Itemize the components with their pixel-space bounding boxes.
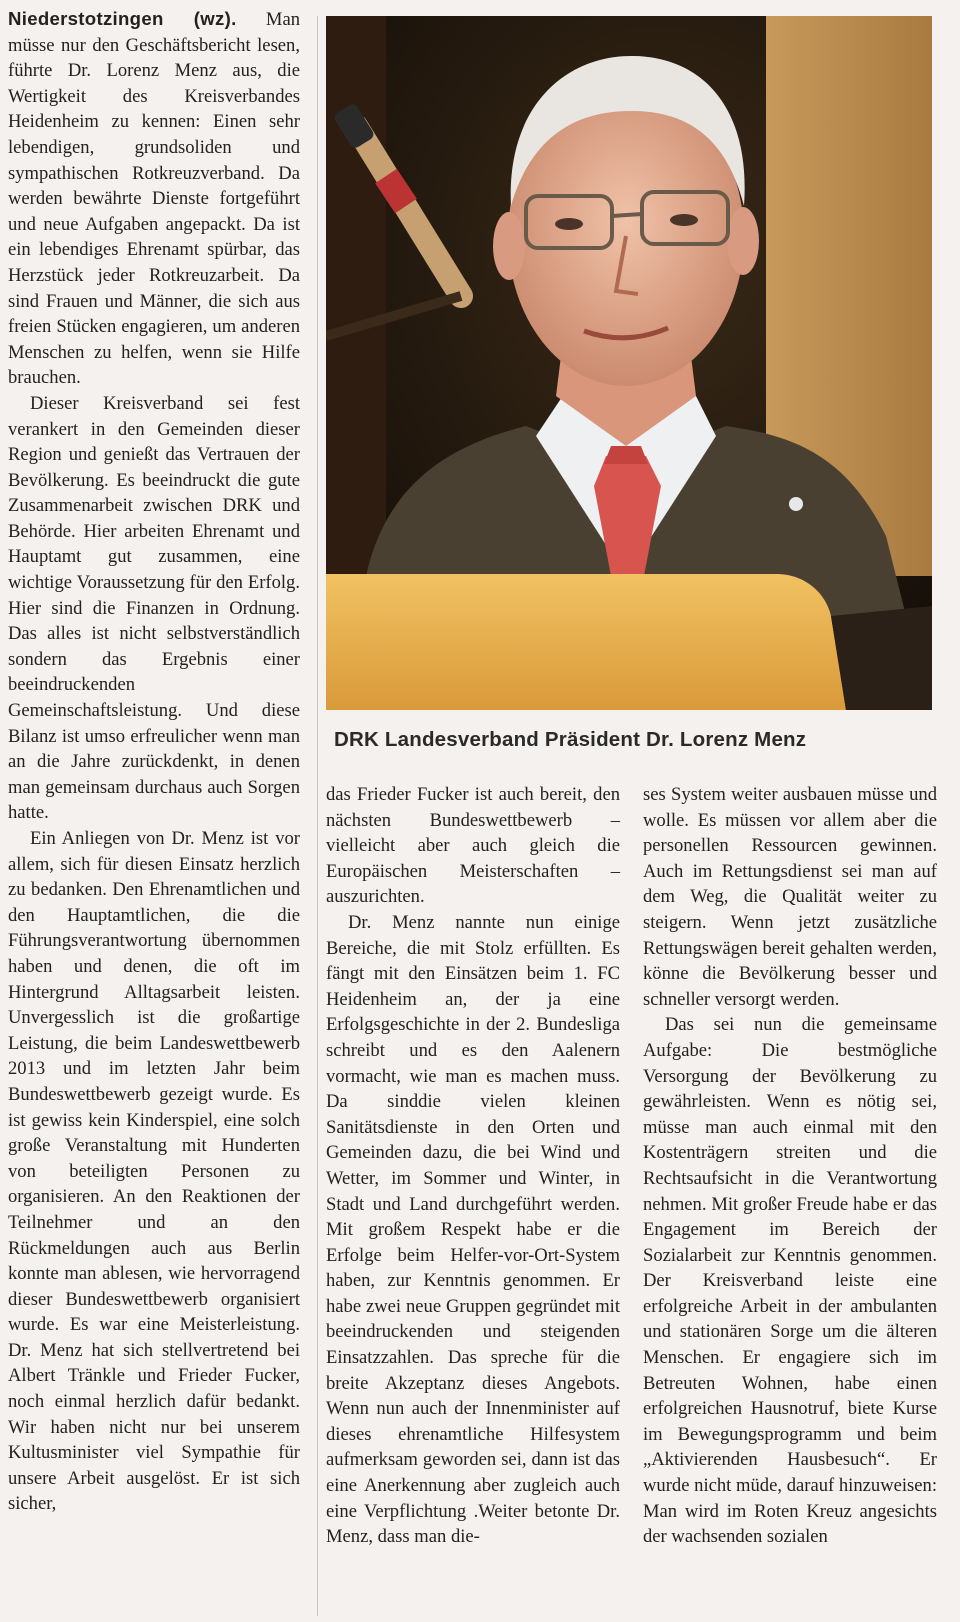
column-divider <box>317 16 318 1616</box>
dateline: Niederstotzingen (wz). <box>8 8 237 29</box>
paragraph-1-text: Man müsse nur den Geschäftsbericht lesen, führte Dr. Lorenz Menz aus, die Wertigkeit des Kreisverbandes Heidenheim zu kennen: Einen sehr lebendigen, grundsoliden und sympathischen Rotkreuzverband. Da werden bewährte Dienste fortgeführt und neue Aufgaben angepackt. Da ist ein lebendiges Ehrenamt spürbar, das Herzstück jeder Rotkreuzarbeit. Da sind Frauen und Männer, die sich aus freien Stücken engagieren, um anderen Menschen zu helfen, wenn sie Hilfe brauchen. <box>8 9 300 389</box>
paragraph-7: Das sei nun die gemeinsame Aufgabe: Die bestmögliche Versorgung der Bevölkerung zu gewährleisten. Wenn es nötig sei, müsse man auch einmal mit den Kostenträgern streiten und die Rechtsaufsicht in die Verantwortung nehmen. Mit großer Freude habe er das Engagement im Bereich der Sozialarbeit zur Kenntnis genommen. Der Kreisverband leiste eine erfolgreiche Arbeit in der ambulanten und stationären Sorge um die älteren Menschen. Er engagiere sich im Betreuten Wohnen, habe einen erfolgreichen Hausnotruf, biete Kurse im Bewegungsprogramm und beim „Aktivierenden Hausbesuch“. Er wurde nicht müde, darauf hinzuweisen: Man wird im Roten Kreuz angesichts der wachsenden sozialen <box>643 1014 937 1548</box>
article-column-2 <box>326 782 620 1550</box>
paragraph-4: das Frieder Fucker ist auch bereit, den nächsten Bundeswettbewerb – vielleicht aber auch gleich die Europäischen Meisterschaften – auszurichten. <box>326 784 620 908</box>
paragraph-6: ses System weiter ausbauen müsse und wolle. Es müssen vor allem aber die personellen Ressourcen gewinnen. Auch im Rettungsdienst sei man auf dem Weg, die Qualität weiter zu steigern. Wenn jetzt zusätzliche Rettungswägen bereit gehalten werden, könne die Bevölkerung besser und schneller versorgt werden. <box>643 784 937 1010</box>
paragraph-5: Dr. Menz nannte nun einige Bereiche, die mit Stolz erfüllten. Es fängt mit den Einsätzen beim 1. FC Heidenheim an, der ja eine Erfolgsgeschichte in der 2. Bundesliga schreibt und es den Aalenern vormacht, wie man es machen muss. Da sinddie vielen kleinen Sanitätsdienste in den Orten und Gemeinden dazu, die bei Wind und Wetter, im Sommer und Winter, in Stadt und Land durchgeführt werden. Mit großem Respekt habe er die Erfolge beim Helfer-vor-Ort-System haben, zur Kenntnis genommen. Er habe zwei neue Gruppen gegründet mit beeindruckenden und steigenden Einsatzzahlen. Das spreche für die breite Akzeptanz dieses Angebots. Wenn nun auch der Innenminister auf dieses ehrenamtliche Hilfesystem aufmerksam geworden sei, dann ist das eine Anerkennung aber zugleich auch eine Verpflichtung .Weiter betonte Dr. Menz, dass man die- <box>326 911 620 1548</box>
speaker-photo-illustration <box>326 16 932 710</box>
article-column-3 <box>643 782 937 1550</box>
photo-caption: DRK Landesverband Präsident Dr. Lorenz Menz <box>334 728 807 751</box>
speaker-photo <box>326 16 932 710</box>
paragraph-1 <box>8 6 300 391</box>
article-column-1 <box>8 6 300 1517</box>
paragraph-3: Ein Anliegen von Dr. Menz ist vor allem, sich für diesen Einsatz herzlich zu bedanken. Den Ehrenamtlichen und den Hauptamtlichen, die die Führungsverantwortung übernommen haben und denen, die oft im Hintergrund Alltagsarbeit leisten. Unvergesslich ist die großartige Leistung, die beim Landeswettbewerb 2013 und im letzten Jahr beim Bundeswettbewerb gezeigt wurde. Es ist gewiss kein Kinderspiel, eine solch große Veranstaltung mit Hunderten von beteiligten Personen zu organisieren. An den Reaktionen der Teilnehmer und an den Rückmeldungen auch aus Berlin konnte man ablesen, wie hervorragend dieser Bundeswettbewerb organisiert wurde. Es war eine Meisterleistung. Dr. Menz hat sich stellvertretend bei Albert Tränkle und Frieder Fucker, noch einmal herzlich dafür bedankt. Wir haben nicht nur bei unserem Kultusminister viel Sympathie für unsere Arbeit ausgelöst. Er ist sich sicher, <box>8 828 300 1515</box>
paragraph-2: Dieser Kreisverband sei fest verankert in den Gemeinden dieser Region und genießt das Vertrauen der Bevölkerung. Es beeindruckt die gute Zusammenarbeit zwischen DRK und Behörde. Hier arbeiten Ehrenamt und Hauptamt gut zusammen, eine wichtige Voraussetzung für den Erfolg. Hier sind die Finanzen in Ordnung. Das alles ist nicht selbstverständlich sondern das Ergebnis einer beeindruckenden Gemeinschaftsleistung. Und diese Bilanz ist umso erfreulicher wenn man an die Jahre zurückdenkt, in denen man gemeinsam durchaus auch Sorgen hatte. <box>8 392 300 824</box>
